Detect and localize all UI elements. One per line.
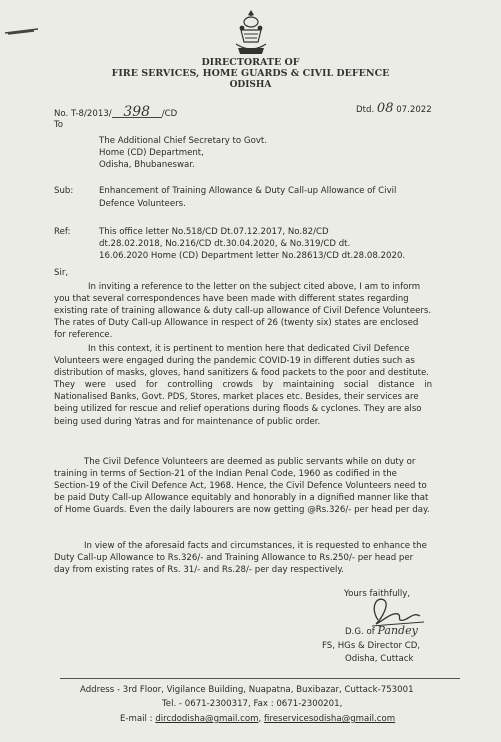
subject-line-1: Enhancement of Training Allowance & Duty Call-up Allowance of Civil (99, 186, 397, 196)
paragraph-line: being utilized for rescue and relief operations during floods & cyclones. They are also (54, 404, 422, 415)
reference-line-3: 16.06.2020 Home (CD) Department letter No.28613/CD dt.28.08.2020. (99, 251, 406, 261)
body-paragraph-4 (54, 540, 427, 576)
footer-email-label: E-mail : (120, 714, 153, 724)
subject-label: Sub: (54, 186, 74, 196)
letter-number-handwritten: 398 (112, 107, 162, 118)
salutation: Sir, (54, 268, 69, 278)
closing-handwritten-name: Pandey (377, 624, 418, 637)
paragraph-line: day from existing rates of Rs. 31/- and Rs.28/- per day respectively. (54, 565, 344, 576)
paragraph-line: existing rate of training allowance & duty call-up allowance of Civil Defence Volunteers. (54, 306, 432, 317)
letter-number-prefix: No. T-8/2013/ (54, 109, 112, 119)
paragraph-line: be paid Duty Call-up Allowance equitably and honorably in a dignified manner like that (54, 493, 429, 504)
body-paragraph-3 (54, 456, 430, 516)
closing-designation: FS, HGs & Director CD, (322, 641, 421, 651)
closing-name: D.G. of (345, 627, 375, 637)
letter-date (356, 103, 432, 116)
paragraph-line: In this context, it is pertinent to mention here that dedicated Civil Defence (88, 344, 410, 354)
footer-email-separator: , (258, 714, 262, 724)
body-paragraph-2 (54, 343, 432, 428)
date-rest: 07.2022 (396, 105, 432, 115)
paragraph-line: The Civil Defence Volunteers are deemed as public servants while on duty or (84, 457, 416, 467)
subject-line-2: Defence Volunteers. (99, 199, 186, 209)
recipient-line-1: The Additional Chief Secretary to Govt. (99, 136, 268, 146)
date-label: Dtd. (356, 105, 375, 115)
paragraph-line: In inviting a reference to the letter on the subject cited above, I am to inform (88, 282, 421, 292)
paragraph-line: training in terms of Section-21 of the Indian Penal Code, 1960 as codified in the (54, 469, 397, 480)
reference-line-1: This office letter No.518/CD Dt.07.12.2017, No.82/CD (99, 227, 329, 237)
closing-place: Odisha, Cuttack (345, 654, 414, 664)
recipient-line-3: Odisha, Bhubaneswar. (99, 160, 195, 170)
date-day-handwritten: 08 (376, 101, 394, 116)
paragraph-line: Duty Call-up Allowance to Rs.326/- and Training Allowance to Rs.250/- per head per (54, 553, 414, 564)
footer-divider (60, 678, 460, 679)
paragraph-line: Section-19 of the Civil Defence Act, 1968. Hence, the Civil Defence Volunteers need to (54, 481, 427, 492)
footer-email-2[interactable]: fireservicesodisha@gmail.com (264, 714, 396, 724)
scribble-mark-icon (4, 26, 40, 36)
recipient-line-2: Home (CD) Department, (99, 148, 204, 158)
footer-address: Address - 3rd Floor, Vigilance Building, Nuapatna, Buxibazar, Cuttack-753001 (80, 685, 414, 695)
reference-line-2: dt.28.02.2018, No.216/CD dt.30.04.2020, & No.319/CD dt. (99, 239, 351, 249)
paragraph-line: for reference. (54, 330, 113, 341)
reference-label: Ref: (54, 227, 71, 237)
letter-number (54, 104, 178, 120)
paragraph-line: They were used for controlling crowds by maintaining social distance in (54, 380, 433, 391)
state-emblem-icon (232, 8, 270, 58)
closing-yours-faithfully: Yours faithfully, (344, 589, 411, 599)
footer-phone: Tel. - 0671-2300317, Fax : 0671-2300201, (162, 699, 343, 709)
paragraph-line: being used during Yatras and for maintenance of public order. (54, 416, 321, 427)
footer-email-line (120, 714, 395, 725)
letter-number-suffix: /CD (161, 109, 178, 119)
body-paragraph-1 (54, 281, 431, 341)
heading-directorate: DIRECTORATE OF (201, 57, 300, 68)
paragraph-line: Nationalised Banks, Govt. PDS, Stores, market places etc. Besides, their services are (54, 392, 419, 403)
footer-email-1[interactable]: dircdodisha@gmail.com (155, 714, 259, 724)
paragraph-line: The rates of Duty Call-up Allowance in respect of 26 (twenty six) states are enclosed (54, 318, 419, 329)
paragraph-line: of Home Guards. Even the daily labourers are now getting @Rs.326/- per head per day. (54, 505, 430, 516)
paragraph-line: you that several correspondences have been made with different states regarding (54, 294, 409, 305)
heading-state: ODISHA (229, 80, 272, 90)
paragraph-line: In view of the aforesaid facts and circumstances, it is requested to enhance the (84, 541, 427, 551)
heading-department: FIRE SERVICES, HOME GUARDS & CIVIL DEFENCE (111, 68, 390, 79)
closing-name-line (345, 625, 418, 638)
paragraph-line: distribution of masks, gloves, hand sanitizers & food packets to the poor and destitute. (54, 368, 430, 379)
paragraph-line: Volunteers were engaged during the pandemic COVID-19 in different duties such as (54, 356, 415, 367)
to-label: To (54, 120, 64, 130)
